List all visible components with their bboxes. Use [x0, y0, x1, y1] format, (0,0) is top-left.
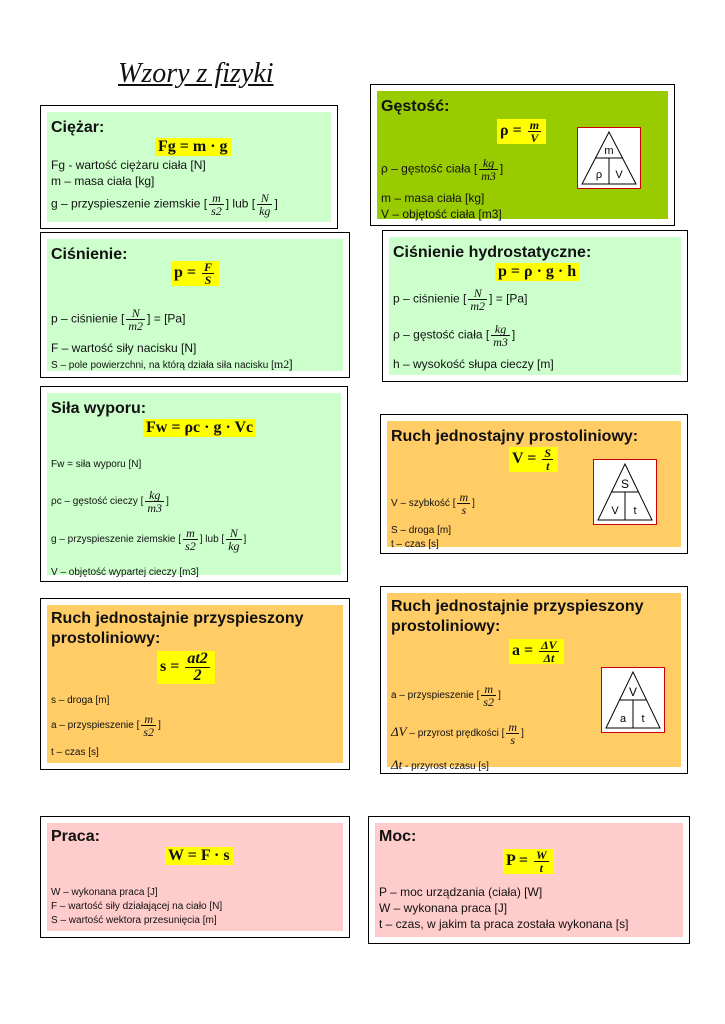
przysp1-line-2 [51, 713, 161, 738]
hydro-line-3: h – wysokość słupa cieczy [m] [393, 357, 554, 371]
frac-N-kg [226, 527, 241, 552]
frac-num: m [141, 713, 156, 726]
frac-den: t [539, 861, 544, 875]
ciezar-formula: Fg = m · g [155, 138, 231, 156]
ciezar-line-3 [51, 192, 278, 217]
wypor-line-2b: ] [166, 496, 169, 508]
frac-S-t [542, 447, 553, 472]
frac-num: N [126, 307, 145, 320]
gestosc-line-2: m – masa ciała [kg] [381, 191, 485, 205]
tri-top: S [620, 477, 630, 491]
velocity-triangle-diagram [593, 459, 657, 525]
wypor-formula: Fw = ρc · g · Vc [143, 419, 256, 437]
frac-num: N [226, 527, 241, 540]
delta-v-symbol: ΔV [391, 724, 407, 740]
card-hydro-bg [389, 237, 681, 375]
cisnienie-line-3a: S – pole powierzchni, na którą działa siła nacisku [ [51, 360, 274, 371]
cisnienie-line-3 [51, 357, 293, 373]
hydro-line-1a: p – ciśnienie [ [393, 291, 467, 306]
card-cisnienie-bg [47, 239, 343, 371]
frac-num: m [529, 118, 540, 132]
przysp2-line-3-text: - przyrost czasu [s] [405, 761, 489, 772]
frac-F-S [202, 261, 214, 286]
frac-den: S [204, 273, 212, 287]
frac-den: m2 [470, 299, 486, 313]
jednostajny-line-1a: V – szybkość [ [391, 498, 456, 510]
tri-right: t [641, 713, 645, 725]
przysp1-heading-1: Ruch jednostajnie przyspieszony [51, 610, 304, 627]
frac-num: m [209, 192, 224, 205]
hydro-line-2b: ] [511, 327, 516, 342]
frac-dV-dt [539, 639, 559, 664]
frac-kg-m3 [479, 157, 498, 182]
card-moc-bg [375, 823, 683, 937]
acceleration-triangle-diagram [601, 667, 665, 733]
przysp2-line-2 [391, 721, 524, 746]
przysp1-formula [157, 651, 215, 684]
moc-formula [503, 849, 554, 874]
frac-den: s [510, 733, 516, 747]
hydro-formula: p = ρ · g · h [495, 263, 579, 281]
frac-num: kg [491, 323, 510, 336]
frac-den: s2 [483, 695, 495, 709]
praca-formula: W = F · s [165, 847, 233, 865]
tri-left: ρ [595, 169, 603, 181]
praca-line-2: F – wartość siły działającej na ciało [N] [51, 901, 223, 912]
cisnienie-line-3b: m2 [273, 357, 290, 371]
frac-num: m [183, 527, 198, 540]
przysp2-heading-2: prostoliniowy: [391, 618, 501, 635]
frac-num: N [257, 192, 272, 205]
frac-den: s2 [185, 539, 196, 553]
praca-heading: Praca: [51, 828, 100, 845]
przysp1-line-2a: a – przyspieszenie [ [51, 720, 140, 732]
gestosc-line-1a: ρ – gęstość ciała [ [381, 161, 478, 176]
frac-N-kg [257, 192, 272, 217]
frac-num: m [481, 683, 496, 696]
wypor-line-3c: ] [243, 534, 247, 546]
cisnienie-line-3c: ] [289, 357, 293, 371]
hydro-line-2a: ρ – gęstość ciała [ [393, 327, 490, 342]
wypor-line-2a: ρc – gęstość cieczy [ [51, 496, 144, 508]
jednostajny-line-3: t – czas [s] [391, 539, 439, 550]
frac-num: F [204, 260, 213, 274]
gestosc-line-1b: ] [499, 161, 504, 176]
card-moc [368, 816, 690, 944]
moc-heading: Moc: [379, 828, 417, 845]
card-ciezar [40, 105, 338, 229]
card-gestosc-bg [377, 91, 668, 219]
praca-line-3: S – wartość wektora przesunięcia [m] [51, 915, 217, 926]
moc-line-1: P – moc urządzania (ciała) [W] [379, 885, 543, 899]
hydro-line-1b: ] = [Pa] [489, 291, 528, 306]
przysp2-formula-text: a = [512, 642, 534, 660]
frac-m-s2 [481, 683, 496, 708]
frac-den: s2 [211, 204, 222, 218]
gestosc-formula-text: ρ = [500, 122, 522, 140]
jednostajny-formula-text: V = [512, 450, 537, 468]
card-praca [40, 816, 350, 938]
frac-den: kg [228, 539, 240, 553]
przysp2-formula [509, 639, 564, 664]
frac-num: kg [145, 489, 164, 502]
frac-den: m3 [147, 501, 163, 515]
ciezar-line-3b: ] lub [ [225, 196, 256, 211]
przysp2-line-3 [391, 757, 489, 774]
przysp2-line-2b: ] [521, 728, 524, 740]
frac-num: m [459, 490, 469, 504]
tri-right: t [633, 505, 637, 517]
przysp2-heading-1: Ruch jednostajnie przyspieszony [391, 598, 644, 615]
card-jednostajny [380, 414, 688, 554]
card-wypor [40, 386, 348, 582]
przysp1-formula-text: s = [160, 658, 180, 676]
wypor-line-3a: g – przyspieszenie ziemskie [ [51, 534, 182, 546]
moc-line-2: W – wykonana praca [J] [379, 901, 508, 915]
moc-line-3: t – czas, w jakim ta praca została wykonana [s] [379, 917, 629, 931]
gestosc-formula [497, 119, 546, 144]
cisnienie-heading: Ciśnienie: [51, 246, 128, 263]
przysp2-line-2a: – przyrost prędkości [ [409, 728, 505, 740]
delta-t-symbol: Δt [391, 757, 403, 772]
wypor-line-2 [51, 489, 169, 514]
przysp1-line-3: t – czas [s] [51, 747, 99, 758]
przysp1-line-1: s – droga [m] [51, 695, 110, 706]
wypor-line-3 [51, 527, 246, 552]
frac-den: 2 [193, 667, 202, 684]
frac-m-s [457, 491, 470, 516]
frac-m-V [528, 119, 541, 144]
tri-top: V [628, 685, 638, 699]
frac-den: s [461, 503, 467, 517]
frac-kg-m3 [145, 489, 164, 514]
frac-num: at2 [187, 650, 208, 667]
card-przysp-left [40, 598, 350, 770]
frac-N-m2 [468, 287, 487, 312]
ciezar-line-2: m – masa ciała [kg] [51, 174, 155, 188]
gestosc-heading: Gęstość: [381, 98, 450, 115]
frac-kg-m3 [491, 323, 510, 348]
przysp2-line-1 [391, 683, 501, 708]
jednostajny-line-1 [391, 491, 475, 516]
hydro-line-1 [393, 287, 527, 312]
przysp1-heading-2: prostoliniowy: [51, 630, 161, 647]
cisnienie-formula [171, 261, 219, 286]
frac-num: ΔV [541, 638, 557, 652]
frac-at2-2 [185, 651, 209, 684]
card-ciezar-bg [47, 112, 331, 222]
tri-top: m [604, 145, 614, 157]
ciezar-line-3a: g – przyspieszenie ziemskie [ [51, 196, 208, 211]
frac-num: S [544, 446, 552, 460]
ciezar-line-1: Fg - wartość ciężaru ciała [N] [51, 158, 206, 172]
wypor-heading: Siła wyporu: [51, 400, 147, 417]
frac-m-s [506, 721, 519, 746]
wypor-line-3b: ] lub [ [199, 534, 225, 546]
wypor-line-1: Fw = siła wyporu [N] [51, 459, 142, 470]
frac-num: kg [479, 157, 498, 170]
frac-den: s2 [143, 725, 155, 739]
praca-line-1: W – wykonana praca [J] [51, 887, 158, 898]
density-triangle-diagram [577, 127, 641, 189]
jednostajny-heading: Ruch jednostajny prostoliniowy: [391, 428, 639, 445]
frac-den: m3 [481, 169, 496, 183]
frac-m-s2 [183, 527, 198, 552]
card-przysp-right [380, 586, 688, 774]
frac-den: kg [259, 204, 271, 218]
tri-left: V [611, 505, 619, 517]
card-cisnienie [40, 232, 350, 378]
cisnienie-formula-text: p = [174, 264, 197, 282]
frac-m-s2 [209, 192, 224, 217]
page-title: Wzory z fizyki [118, 58, 274, 89]
jednostajny-line-2: S – droga [m] [391, 525, 452, 536]
frac-num: N [468, 287, 487, 300]
jednostajny-line-1b: ] [472, 498, 475, 510]
card-jednostajny-bg [387, 421, 681, 550]
moc-formula-text: P = [506, 852, 529, 870]
cisnienie-line-2: F – wartość siły nacisku [N] [51, 341, 197, 355]
frac-m-s2 [141, 713, 156, 738]
przysp2-line-1a: a – przyspieszenie [ [391, 690, 480, 702]
cisnienie-line-1a: p – ciśnienie [ [51, 311, 125, 326]
wypor-line-4: V – objętość wypartej cieczy [m3] [51, 567, 199, 578]
ciezar-line-3c: ] [274, 196, 278, 211]
frac-den: m2 [128, 319, 144, 333]
gestosc-line-3: V – objętość ciała [m3] [381, 207, 502, 221]
frac-den: t [546, 459, 550, 473]
frac-den: V [530, 131, 539, 145]
cisnienie-line-1 [51, 307, 185, 332]
cisnienie-line-1b: ] = [Pa] [147, 311, 186, 326]
jednostajny-formula [509, 447, 558, 472]
przysp1-line-2b: ] [158, 720, 161, 732]
hydro-line-2 [393, 323, 515, 348]
gestosc-line-1 [381, 157, 503, 182]
frac-num: W [536, 848, 547, 862]
card-przysp-left-bg [47, 605, 343, 763]
tri-right: V [615, 169, 623, 181]
frac-den: Δt [543, 651, 555, 665]
ciezar-heading: Ciężar: [51, 119, 105, 136]
tri-left: a [619, 713, 627, 725]
card-przysp-right-bg [387, 593, 681, 772]
frac-num: m [508, 720, 518, 734]
card-wypor-bg [47, 393, 341, 578]
card-gestosc [370, 84, 675, 226]
frac-W-t [534, 849, 549, 874]
hydro-heading: Ciśnienie hydrostatyczne: [393, 244, 592, 261]
przysp2-line-1b: ] [498, 690, 501, 702]
frac-den: m3 [493, 335, 508, 349]
card-praca-bg [47, 823, 343, 931]
card-hydro [382, 230, 688, 382]
frac-N-m2 [126, 307, 145, 332]
